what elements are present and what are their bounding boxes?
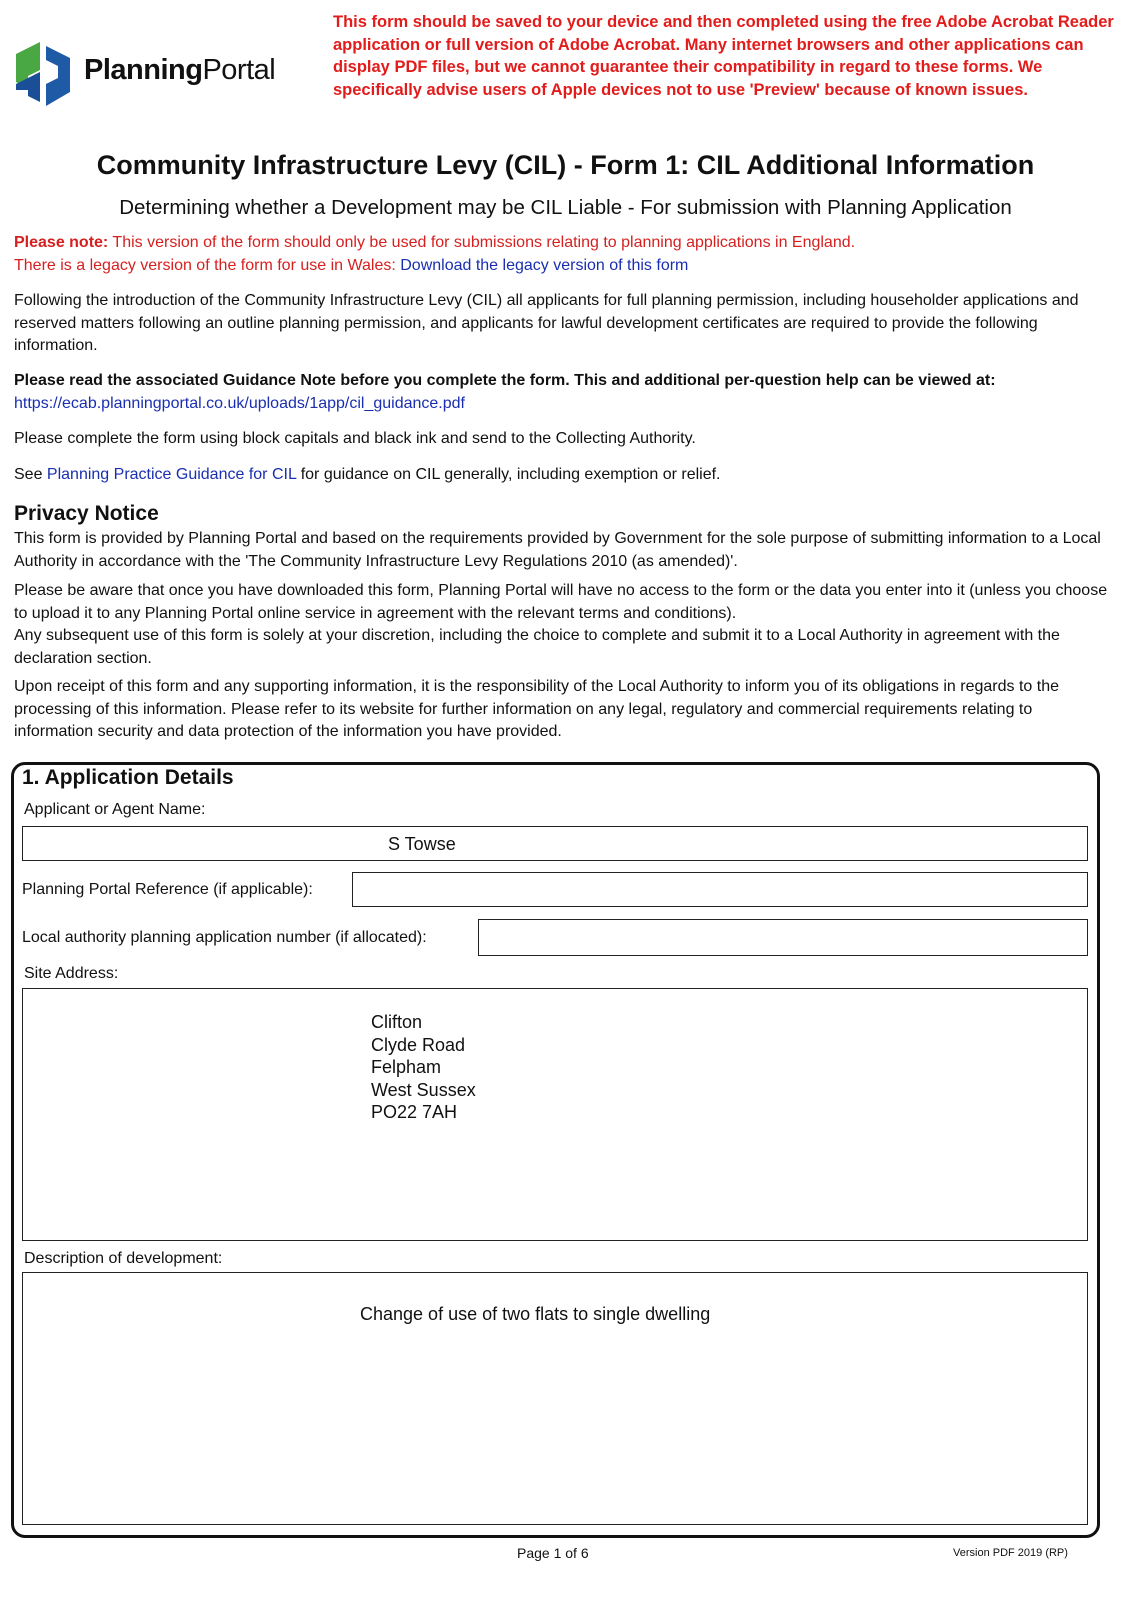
page-number: Page 1 of 6 bbox=[517, 1545, 589, 1561]
privacy-p4: Upon receipt of this form and any supporting information, it is the responsibility of the Local Authority to inform you of its obligations in regards to the processing of this information. Please refer to its website for further information on any legal, regulatory and commercial requirements relating to information security and data protection of the information you have provided. bbox=[14, 678, 1059, 740]
logo-icon bbox=[14, 40, 74, 108]
adobe-warning: This form should be saved to your device and then completed using the free Adobe Acrobat Reader application or full version of Adobe Acrobat. Many internet browsers and other applications can display PDF files, but we cannot guarantee their compatibility in regard to these forms. We specifically advise users of Apple devices not to use 'Preview' because of known issues. bbox=[333, 13, 1114, 99]
address-line: PO22 7AH bbox=[371, 1102, 458, 1122]
england-note: Please note: This version of the form should only be used for submissions relating to planning applications in England. bbox=[14, 234, 856, 251]
pp-reference-label: Planning Portal Reference (if applicable): bbox=[22, 881, 313, 898]
logo-text: PlanningPortal bbox=[84, 54, 276, 86]
address-line: West Sussex bbox=[371, 1079, 476, 1100]
privacy-p3: Any subsequent use of this form is solely at your discretion, including the choice to complete and submit it to a Local Authority in agreement with the declaration section. bbox=[14, 627, 1060, 667]
guidance-text: Please read the associated Guidance Note before you complete the form. This and additional per-question help can be viewed at: bbox=[14, 372, 996, 389]
privacy-p2: Please be aware that once you have downloaded this form, Planning Portal will have no access to the form or the data you enter into it (unless you choose to upload it to any Planning Portal online service in agreement with the relevant terms and conditions). bbox=[14, 582, 1108, 622]
guidance-link[interactable]: https://ecab.planningportal.co.uk/uploads/1app/cil_guidance.pdf bbox=[14, 395, 465, 412]
site-address-label: Site Address: bbox=[24, 965, 119, 982]
version-label: Version PDF 2019 (RP) bbox=[953, 1547, 1068, 1559]
description-label: Description of development: bbox=[24, 1250, 223, 1267]
privacy-p1: This form is provided by Planning Portal and based on the requirements provided by Government for the sole purpose of submitting information to a Local Authority in accordance with the 'The Community Infrastructure Levy Regulations 2010 (as amended)'. bbox=[14, 530, 1101, 570]
pp-reference-field[interactable] bbox=[352, 872, 1088, 907]
intro-text: Following the introduction of the Community Infrastructure Levy (CIL) all applicants for full planning permission, including householder applications and reserved matters following an outline planning permission, and applicants for lawful development certificates are required to provide the following information. bbox=[14, 292, 1079, 354]
site-address-field[interactable] bbox=[22, 988, 1088, 1241]
planning-portal-logo bbox=[14, 40, 274, 112]
legacy-form-link[interactable]: Download the legacy version of this form bbox=[400, 257, 689, 274]
applicant-label: Applicant or Agent Name: bbox=[24, 801, 206, 818]
cil-guidance-link[interactable]: Planning Practice Guidance for CIL bbox=[46, 466, 297, 483]
see-guidance: See Planning Practice Guidance for CIL for guidance on CIL generally, including exemption or relief. bbox=[14, 466, 721, 483]
wales-note: There is a legacy version of the form for use in Wales: Download the legacy version of this form bbox=[14, 257, 689, 274]
section-heading: 1. Application Details bbox=[22, 766, 234, 789]
privacy-heading: Privacy Notice bbox=[14, 502, 159, 525]
address-line: Clifton bbox=[371, 1012, 423, 1032]
address-line: Felpham bbox=[371, 1057, 442, 1077]
la-application-number-label: Local authority planning application number (if allocated): bbox=[22, 929, 427, 946]
complete-instructions: Please complete the form using block capitals and black ink and send to the Collecting Authority. bbox=[14, 430, 696, 447]
description-field[interactable]: Change of use of two flats to single dwelling bbox=[22, 1272, 1088, 1525]
address-line: Clyde Road bbox=[371, 1034, 466, 1055]
applicant-name-field[interactable]: S Towse bbox=[22, 826, 1088, 861]
form-subtitle: Determining whether a Development may be CIL Liable - For submission with Planning Application bbox=[119, 196, 1012, 219]
form-title: Community Infrastructure Levy (CIL) - Form 1: CIL Additional Information bbox=[96, 150, 1035, 180]
la-application-number-field[interactable] bbox=[478, 919, 1088, 956]
